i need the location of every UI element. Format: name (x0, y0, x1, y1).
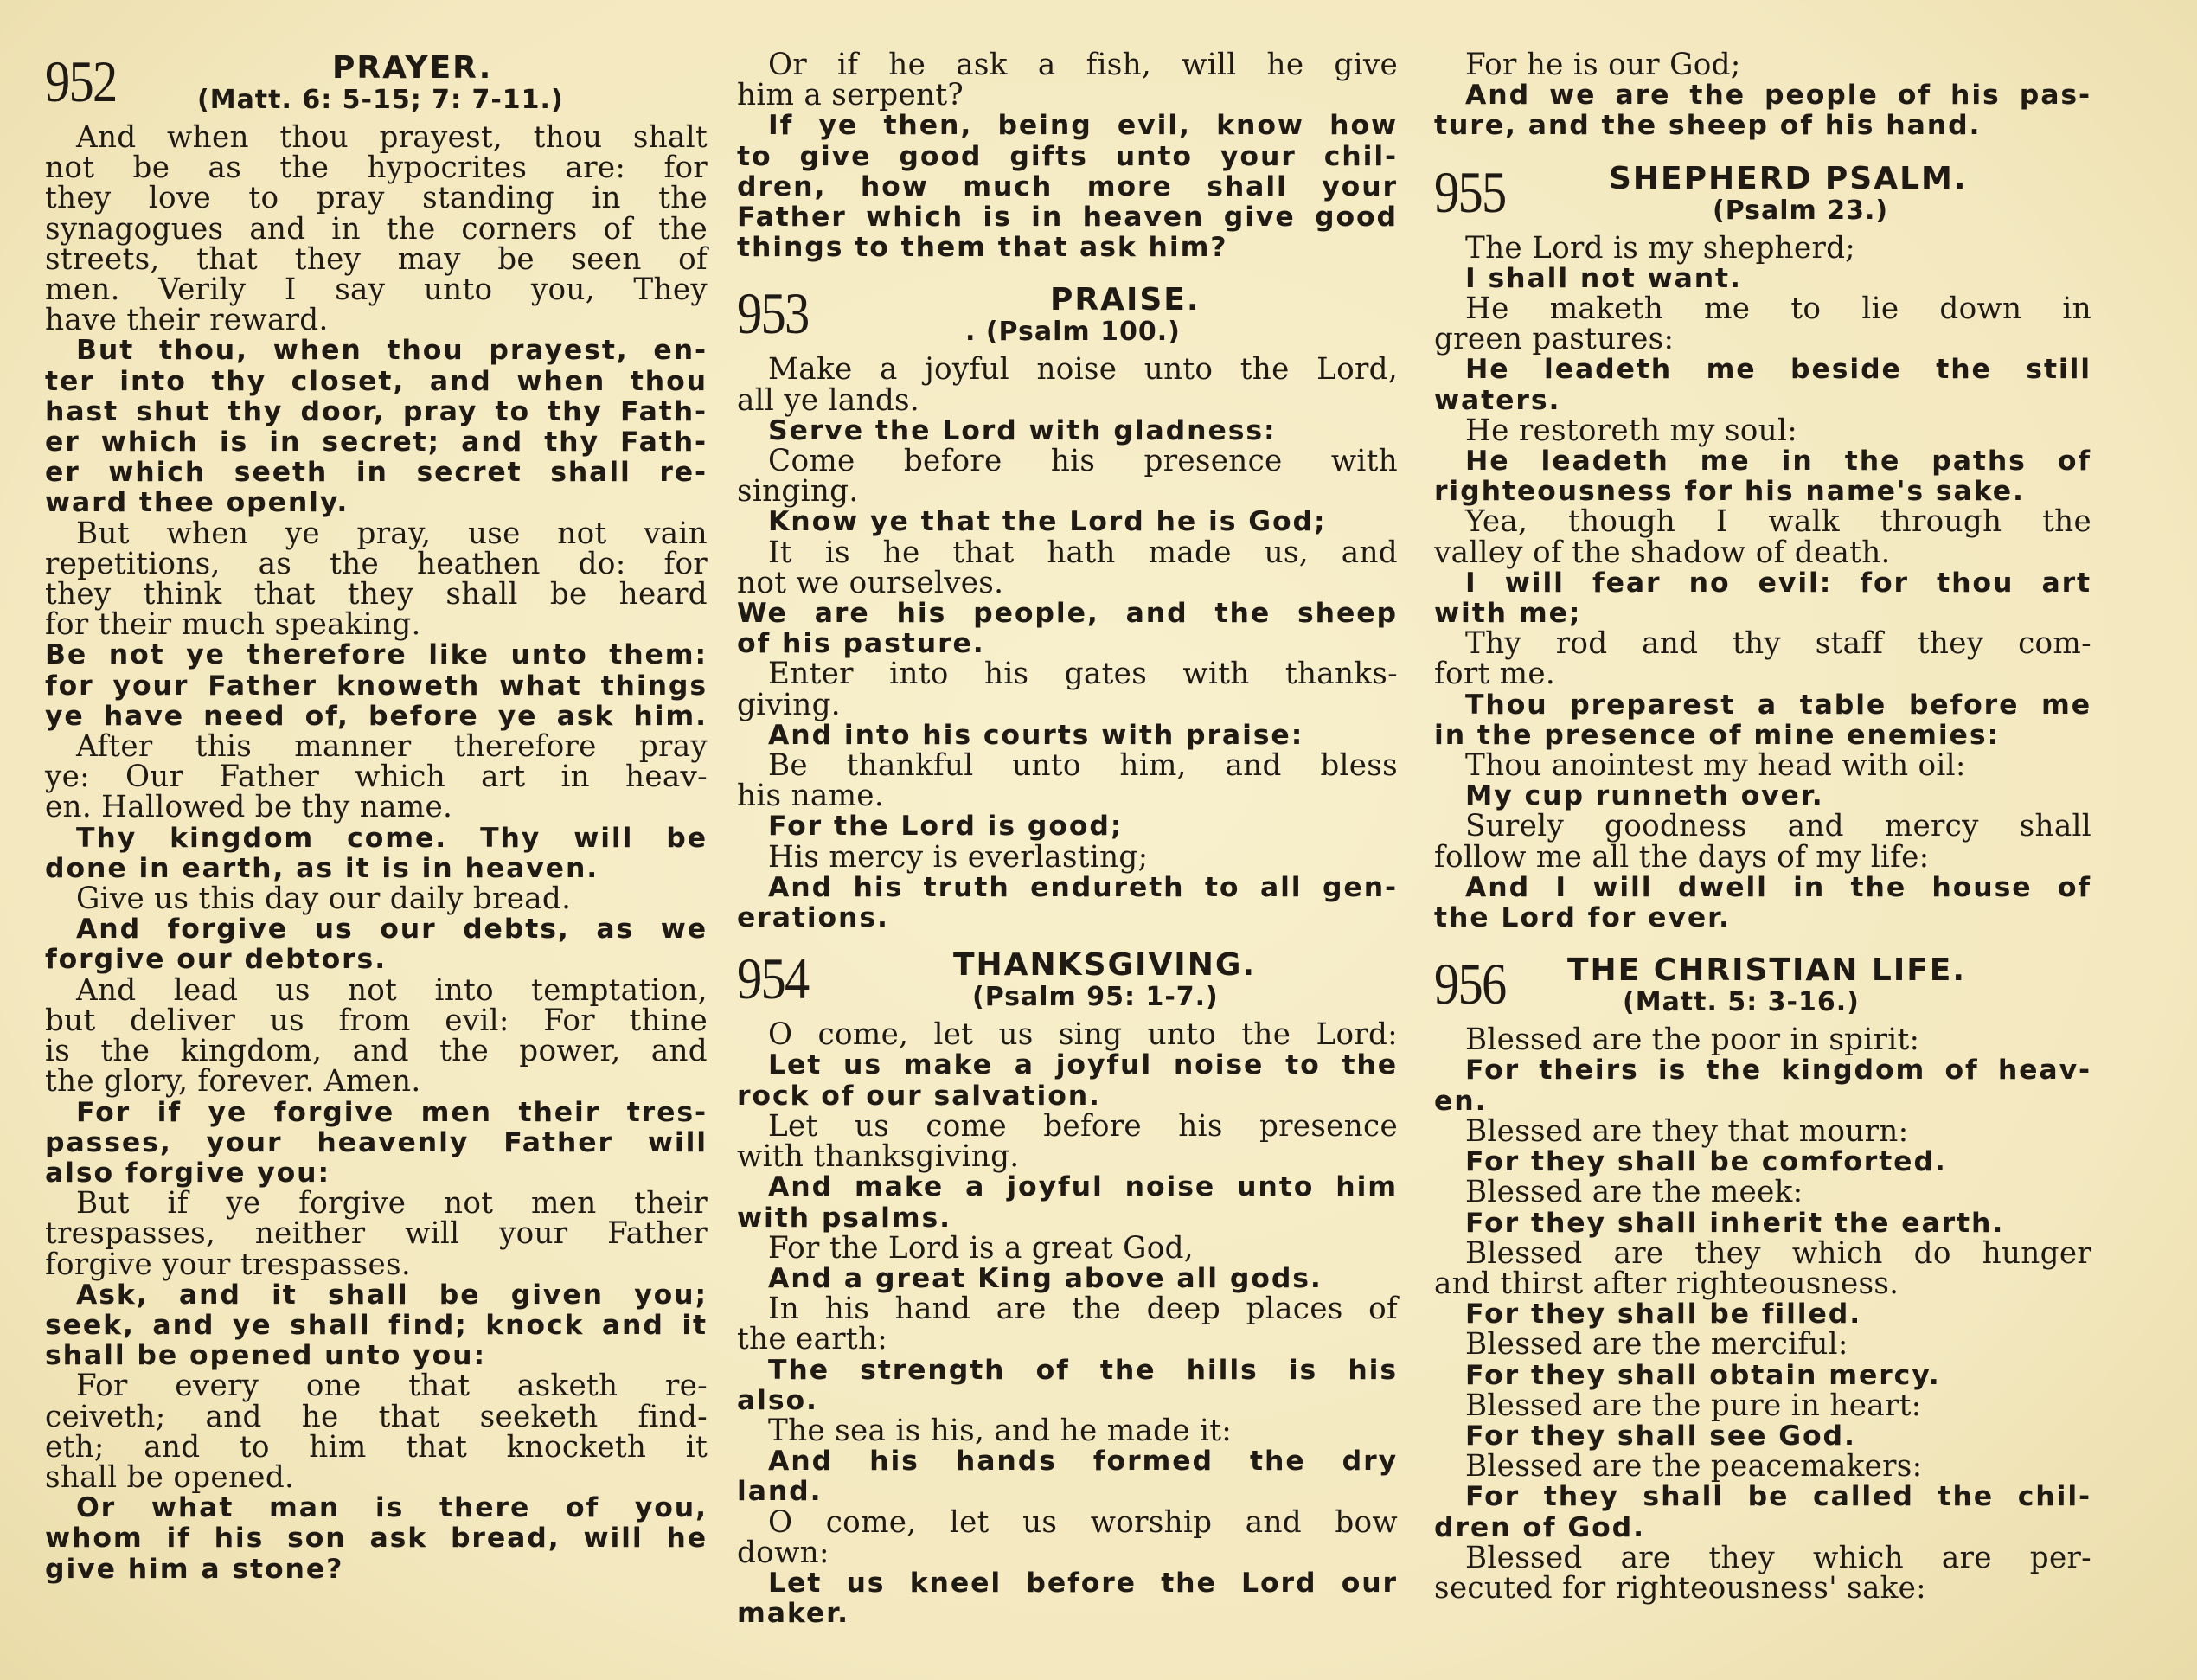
text-line: Thou preparest a table before me (1465, 689, 2091, 721)
text-line: in the presence of mine enemies: (1434, 719, 2000, 751)
text-line: And when thou prayest, thou shalt (76, 120, 708, 155)
section-956-header (1434, 952, 2091, 1025)
text-line: of his pasture. (737, 628, 985, 660)
text-line: Serve the Lord with gladness: (768, 414, 1277, 446)
text-line: In his hand are the deep places of (768, 1292, 1398, 1327)
text-line: And a great King above all gods. (768, 1262, 1323, 1294)
text-line: Or if he ask a fish, will he give (768, 48, 1398, 82)
text-line: valley of the shadow of death. (1434, 535, 1891, 570)
text-line: righteousness for his name's sake. (1434, 476, 2025, 508)
text-line: seek, and ye shall find; knock and it (45, 1309, 708, 1341)
section-reference: (Matt. 5: 3-16.) (1623, 987, 1860, 1018)
text-line: his name. (737, 779, 884, 814)
text-line: also forgive you: (45, 1157, 330, 1189)
text-line: Blessed are they which are per- (1465, 1540, 2091, 1575)
text-line: And his hands formed the dry (768, 1446, 1398, 1478)
text-line: shall be opened. (45, 1459, 295, 1495)
section-title: PRAISE. (1050, 282, 1201, 318)
section-number: 956 (1434, 951, 1506, 1017)
section-title: THANKSGIVING. (953, 947, 1257, 984)
text-line: For they shall obtain mercy. (1465, 1359, 1941, 1391)
text-line: things to them that ask him? (737, 232, 1228, 264)
text-line: For they shall inherit the earth. (1465, 1207, 2005, 1239)
text-line: And into his courts with praise: (768, 719, 1304, 751)
text-line: O come, let us sing unto the Lord: (768, 1017, 1398, 1053)
text-line: And forgive us our debts, as we (76, 914, 708, 946)
text-line: For they shall be called the chil- (1465, 1481, 2091, 1513)
text-line: secuted for righteousness' sake: (1434, 1570, 1927, 1606)
text-line: done in earth, as it is in heaven. (45, 852, 599, 884)
text-line: The Lord is my shepherd; (1465, 230, 1856, 266)
text-line: with me; (1434, 598, 1582, 630)
text-line: singing. (737, 474, 859, 510)
text-line: We are his people, and the sheep (737, 598, 1398, 630)
text-line: For if ye forgive men their tres- (76, 1096, 708, 1128)
text-line: eth; and to him that knocketh it (45, 1429, 708, 1465)
text-line: not we ourselves. (737, 565, 1004, 600)
section-number: 954 (737, 946, 809, 1012)
text-line: But if ye forgive not men their (76, 1186, 708, 1222)
text-line: but deliver us from evil: For thine (45, 1003, 708, 1038)
text-line: He leadeth me beside the still (1465, 354, 2091, 386)
text-line: and thirst after righteousness. (1434, 1266, 1899, 1301)
text-line: And make a joyful noise unto him (768, 1171, 1398, 1203)
text-line: down: (737, 1535, 829, 1570)
text-line: Let us kneel before the Lord our (768, 1567, 1398, 1599)
text-line: ward thee openly. (45, 487, 349, 519)
text-line: Father which is in heaven give good (737, 202, 1398, 234)
text-line: to give good gifts unto your chil- (737, 140, 1398, 172)
text-line: Or what man is there of you, (76, 1492, 708, 1524)
section-reference: . (Psalm 100.) (965, 317, 1181, 348)
section-953-header (737, 282, 1398, 355)
text-line: er which is in secret; and thy Fath- (45, 426, 708, 458)
text-line: fort me. (1434, 657, 1556, 692)
text-line: hast shut thy door, pray to thy Fath- (45, 395, 708, 427)
section-954-body (737, 1017, 1398, 1630)
text-line: rock of our salvation. (737, 1080, 1101, 1112)
text-line: en. Hallowed be thy name. (45, 790, 453, 825)
text-line: give him a stone? (45, 1553, 344, 1585)
text-line: giving. (737, 687, 841, 722)
text-line: For they shall be comforted. (1465, 1146, 1947, 1178)
text-line: waters. (1434, 384, 1561, 416)
section-955-body (1434, 230, 2091, 934)
text-line: synagogues and in the corners of the (45, 211, 708, 247)
text-line: It is he that hath made us, and (768, 535, 1398, 570)
text-line: Be thankful unto him, and bless (768, 748, 1398, 784)
text-line: And we are the people of his pas- (1465, 80, 2091, 112)
text-line: they think that they shall be heard (45, 577, 708, 612)
text-line: green pastures: (1434, 322, 1675, 357)
text-line: ceiveth; and he that seeketh find- (45, 1399, 708, 1434)
text-line: men. Verily I say unto you, They (45, 273, 708, 308)
section-955-header (1434, 158, 2091, 234)
text-line: Blessed are they that mourn: (1465, 1113, 1909, 1149)
text-line: repetitions, as the heathen do: for (45, 546, 708, 581)
text-line: land. (737, 1476, 823, 1508)
text-line: Be not ye therefore like unto them: (45, 639, 708, 671)
text-line: follow me all the days of my life: (1434, 839, 1930, 875)
text-line: forgive your trespasses. (45, 1247, 411, 1282)
text-line: the earth: (737, 1322, 888, 1357)
text-line: The sea is his, and he made it: (768, 1413, 1233, 1448)
text-line: Let us make a joyful noise to the (768, 1049, 1398, 1081)
text-line: passes, your heavenly Father will (45, 1126, 708, 1158)
section-reference: (Psalm 95: 1-7.) (972, 982, 1219, 1013)
text-line: Know ye that the Lord he is God; (768, 506, 1327, 538)
text-line: for your Father knoweth what things (45, 670, 708, 702)
column-left (45, 50, 708, 1585)
text-line: the Lord for ever. (1434, 902, 1731, 934)
text-line: But thou, when thou prayest, en- (76, 335, 708, 367)
text-line: O come, let us worship and bow (768, 1504, 1398, 1540)
text-line: the glory, forever. Amen. (45, 1064, 421, 1100)
text-line: Enter into his gates with thanks- (768, 657, 1398, 692)
text-line: For the Lord is a great God, (768, 1230, 1194, 1266)
text-line: ture, and the sheep of his hand. (1434, 110, 1982, 142)
text-line: Thy rod and thy staff they com- (1465, 626, 2091, 662)
text-line: For he is our God; (1465, 48, 1741, 82)
section-title: PRAYER. (332, 50, 493, 86)
text-line: Make a joyful noise unto the Lord, (768, 352, 1398, 388)
text-line: have their reward. (45, 303, 329, 338)
text-line: also. (737, 1384, 818, 1416)
section-952-body (45, 120, 708, 1585)
text-line: He leadeth me in the paths of (1465, 446, 2091, 478)
text-line: erations. (737, 902, 889, 934)
text-line: Blessed are the peacemakers: (1465, 1449, 1923, 1484)
text-line: Thou anointest my head with oil: (1465, 748, 1966, 784)
text-line: I shall not want. (1465, 262, 1742, 294)
text-line: not be as the hypocrites are: for (45, 151, 708, 186)
text-line: trespasses, neither will your Father (45, 1216, 708, 1252)
section-number: 955 (1434, 158, 1506, 225)
section-952-header (45, 50, 708, 123)
text-line: Let us come before his presence (768, 1108, 1398, 1144)
text-line: He maketh me to lie down in (1465, 292, 2091, 327)
text-line: Thy kingdom come. Thy will be (76, 822, 708, 854)
text-line: all ye lands. (737, 382, 920, 418)
text-line: Blessed are the meek: (1465, 1175, 1803, 1210)
text-line: Blessed are they which do hunger (1465, 1235, 2091, 1271)
text-line: er which seeth in secret shall re- (45, 457, 708, 489)
text-line: I will fear no evil: for thou art (1465, 567, 2091, 599)
text-line: ye have need of, before ye ask him. (45, 700, 708, 732)
text-line: him a serpent? (737, 78, 964, 113)
text-line: He restoreth my soul: (1465, 413, 1798, 448)
text-line: And I will dwell in the house of (1465, 871, 2091, 903)
text-line: The strength of the hills is his (768, 1354, 1398, 1386)
section-956-body (1434, 1025, 2091, 1604)
section-number: 952 (45, 48, 117, 114)
text-line: For the Lord is good; (768, 811, 1124, 843)
text-line: Give us this day our daily bread. (76, 882, 572, 917)
text-line: en. (1434, 1085, 1488, 1117)
text-line: And his truth endureth to all gen- (768, 871, 1398, 903)
text-line: His mercy is everlasting; (768, 839, 1149, 875)
text-line: Surely goodness and mercy shall (1465, 809, 2091, 844)
text-line: whom if his son ask bread, will he (45, 1523, 708, 1555)
section-954-continued (1434, 50, 2091, 142)
text-line: dren, how much more shall your (737, 170, 1398, 202)
section-952-continued (737, 50, 1398, 263)
column-middle (737, 50, 1398, 1629)
text-line: ye: Our Father which art in heav- (45, 760, 708, 795)
section-title: SHEPHERD PSALM. (1609, 160, 1968, 196)
text-line: For theirs is the kingdom of heav- (1465, 1055, 2091, 1087)
text-line: forgive our debtors. (45, 944, 388, 976)
text-line: For every one that asketh re- (76, 1369, 708, 1404)
text-line: After this manner therefore pray (76, 729, 708, 765)
text-line: maker. (737, 1598, 849, 1630)
text-line: dren of God. (1434, 1511, 1645, 1543)
text-line: Blessed are the merciful: (1465, 1327, 1848, 1363)
section-title: THE CHRISTIAN LIFE. (1567, 952, 1967, 989)
text-line: Come before his presence with (768, 444, 1398, 479)
text-line: If ye then, being evil, know how (768, 110, 1398, 142)
text-line: Blessed are the pure in heart: (1465, 1388, 1922, 1423)
text-line: Blessed are the poor in spirit: (1465, 1023, 1920, 1058)
text-line: with thanksgiving. (737, 1139, 1020, 1175)
section-954-header (737, 947, 1398, 1020)
text-line: Yea, though I walk through the (1465, 504, 2091, 540)
text-line: And lead us not into temptation, (76, 972, 708, 1008)
text-line: My cup runneth over. (1465, 780, 1824, 812)
text-line: ter into thy closet, and when thou (45, 365, 708, 397)
text-line: for their much speaking. (45, 607, 421, 643)
section-953-body (737, 352, 1398, 934)
section-reference: (Matt. 6: 5-15; 7: 7-11.) (197, 85, 564, 115)
text-line: streets, that they may be seen of (45, 241, 708, 277)
text-line: shall be opened unto you: (45, 1340, 486, 1372)
column-right (1434, 50, 2091, 1604)
text-line: For they shall be filled. (1465, 1298, 1862, 1331)
text-line: But when ye pray, use not vain (76, 516, 708, 551)
text-line: For they shall see God. (1465, 1420, 1856, 1452)
text-line: they love to pray standing in the (45, 181, 708, 216)
text-line: with psalms. (737, 1202, 952, 1234)
section-number: 953 (737, 280, 809, 347)
text-line: Ask, and it shall be given you; (76, 1279, 708, 1311)
section-reference: (Psalm 23.) (1713, 195, 1889, 226)
text-line: is the kingdom, and the power, and (45, 1034, 708, 1069)
